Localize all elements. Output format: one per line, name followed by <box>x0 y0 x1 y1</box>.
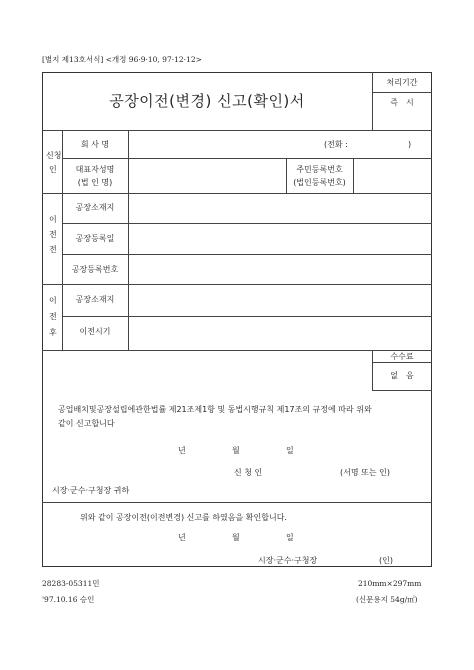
registration-date-label: 공장등록일 <box>75 234 115 243</box>
id-number-label-1: 주민등록번호 <box>296 165 343 174</box>
before-section-char-2: 전 <box>49 230 57 239</box>
row-line <box>62 254 432 255</box>
phone-close: ) <box>408 140 412 149</box>
confirmation-text: 위와 같이 공장이전(이전변경) 신고를 하였음을 확인합니다. <box>80 513 287 522</box>
section-line <box>42 284 432 285</box>
row-line <box>62 158 432 159</box>
confirmation-seal: (인) <box>379 556 393 565</box>
section-line <box>42 193 432 194</box>
applicant-section-label-1: 신청 <box>46 151 62 160</box>
company-name-label: 회 사 명 <box>80 140 110 149</box>
approval-date: '97.10.16 승인 <box>42 595 95 604</box>
id-label-right-line <box>353 158 354 193</box>
signature-or-seal: (서명 또는 인) <box>340 468 390 477</box>
addressee: 시장·군수·구청장 귀하 <box>52 486 130 495</box>
after-location-label: 공장소재지 <box>75 295 115 304</box>
representative-label-1: 대표자성명 <box>75 165 115 174</box>
processing-period-label: 처리기간 <box>386 78 418 87</box>
applicant-signature-label: 신 청 인 <box>234 468 263 477</box>
after-section-char-2: 전 <box>49 312 57 321</box>
move-date-label: 이전시기 <box>79 327 111 336</box>
before-section-char-1: 이 <box>49 215 57 224</box>
form-code: 28283-05311민 <box>42 579 100 588</box>
declaration-line-1: 공업배치및공장설립에관한법률 제21조제1항 및 동법시행규칙 제17조의 규정에 따라 위와 <box>58 405 372 414</box>
row-line <box>62 223 432 224</box>
after-section-char-1: 이 <box>49 296 57 305</box>
processing-period-value: 즉 시 <box>390 98 414 107</box>
before-location-label: 공장소재지 <box>75 203 115 212</box>
fee-bottom-line <box>372 390 432 391</box>
fee-value: 없 음 <box>390 371 414 380</box>
declaration-line-2: 같이 신고합니다 <box>58 419 115 428</box>
declaration-day: 일 <box>286 446 294 455</box>
paper-spec: (신문용지 54g/㎡) <box>356 595 418 604</box>
confirmation-month: 월 <box>232 533 240 542</box>
confirmation-day: 일 <box>286 533 294 542</box>
section-line <box>42 350 432 351</box>
confirmation-year: 년 <box>178 533 186 542</box>
confirmation-divider <box>42 502 432 503</box>
label-column-line <box>128 130 129 350</box>
paper-size: 210mm×297mm <box>358 579 422 588</box>
before-section-char-3: 전 <box>49 245 57 254</box>
fee-mid-line <box>372 362 432 363</box>
id-number-label-2: (법인등록번호) <box>293 178 346 187</box>
row-line <box>62 316 432 317</box>
applicant-section-label-2: 인 <box>49 165 57 174</box>
declaration-year: 년 <box>178 446 186 455</box>
id-label-left-line <box>286 158 287 193</box>
declaration-month: 월 <box>232 446 240 455</box>
form-number: [별지 제13호서식] <개정 96·9·10, 97·12·12> <box>42 55 202 64</box>
representative-label-2: (법 인 명) <box>77 178 113 187</box>
fee-label: 수수료 <box>390 352 414 361</box>
phone-label: (전화 : <box>324 140 348 149</box>
processing-mid-line <box>372 92 432 93</box>
confirmation-official: 시장·군수·구청장 <box>258 556 318 565</box>
after-section-char-3: 후 <box>49 328 57 337</box>
page-title: 공장이전(변경) 신고(확인)서 <box>109 92 305 110</box>
registration-number-label: 공장등록번호 <box>71 265 119 274</box>
table-top-line <box>42 130 432 131</box>
